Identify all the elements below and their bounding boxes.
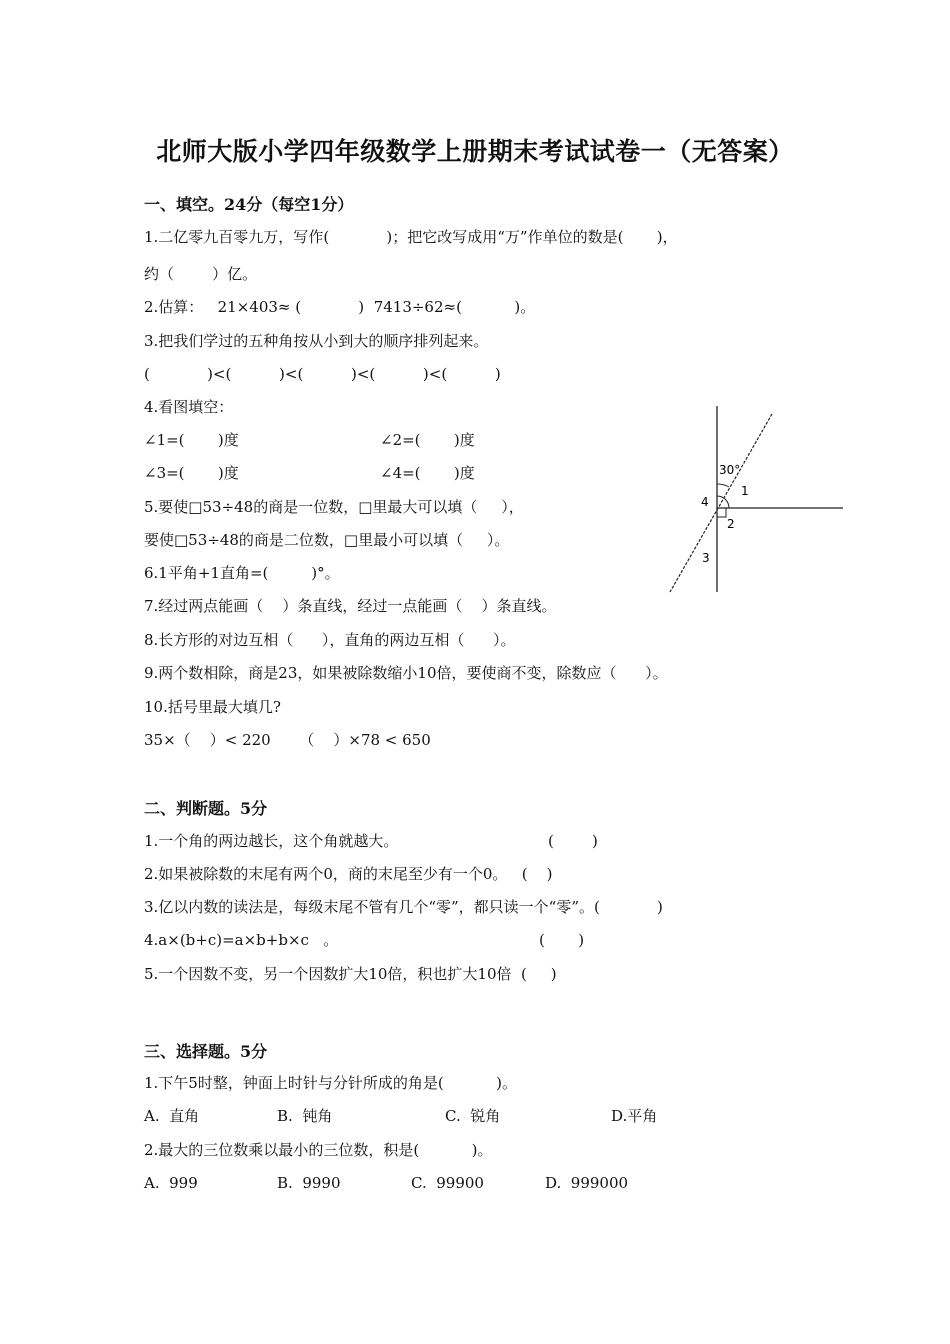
judge-question-4-answer: ( ) [539, 931, 585, 949]
page-title: 北师大版小学四年级数学上册期末考试试卷一（无答案） [156, 137, 794, 166]
label-angle-4: 4 [701, 495, 709, 509]
angle-arc-30 [717, 484, 729, 487]
question-1-9: 9.两个数相除，商是23，如果被除数缩小10倍，要使商不变，除数应（ ）。 [144, 664, 668, 682]
section-3-heading: 三、选择题。5分 [144, 1042, 268, 1061]
question-1-4: 4.看图填空： [144, 398, 234, 416]
question-1-7: 7.经过两点能画（ ）条直线，经过一点能画（ ）条直线。 [144, 597, 557, 615]
angle-2-blank: ∠2=( )度 [380, 431, 475, 449]
judge-question-3: 3.亿以内数的读法是，每级末尾不管有几个“零”，都只读一个“零”。( ) [144, 898, 663, 916]
angle-3-blank: ∠3=( )度 [144, 464, 239, 482]
question-1-1-line-a: 1.二亿零九百零九万，写作( )；把它改写成用“万”作单位的数是( )， [144, 228, 678, 246]
choice-2-option-d: D. 999000 [545, 1174, 629, 1192]
judge-question-5: 5.一个因数不变，另一个因数扩大10倍，积也扩大10倍 ( ) [144, 965, 557, 983]
angle-figure [660, 400, 850, 600]
choice-2-option-a: A. 999 [144, 1174, 198, 1192]
label-angle-2: 2 [727, 517, 735, 531]
slanted-line [670, 414, 772, 592]
judge-question-2: 2.如果被除数的末尾有两个0，商的末尾至少有一个0。 ( ) [144, 865, 553, 883]
question-1-5-line-a: 5.要使□53÷48的商是一位数，□里最大可以填（ ）， [144, 498, 524, 516]
choice-2-option-c: C. 99900 [411, 1174, 484, 1192]
choice-question-2: 2.最大的三位数乘以最小的三位数，积是( )。 [144, 1141, 493, 1159]
choice-1-option-b: B. 钝角 [277, 1107, 333, 1125]
question-1-3-line-a: 3.把我们学过的五种角按从小到大的顺序排列起来。 [144, 332, 489, 350]
question-1-1-line-b: 约（ ）亿。 [144, 265, 258, 283]
angle-4-blank: ∠4=( )度 [380, 464, 475, 482]
question-1-3-line-b: ( )<( )<( )<( )<( ) [144, 365, 501, 383]
label-angle-3: 3 [702, 551, 710, 565]
choice-1-option-a: A. 直角 [144, 1107, 200, 1125]
right-angle-mark [717, 508, 726, 517]
section-2-heading: 二、判断题。5分 [144, 799, 268, 818]
question-1-10-line-b: 35×（ ）< 220 （ ）×78 < 650 [144, 731, 431, 749]
angle-1-blank: ∠1=( )度 [144, 431, 239, 449]
question-1-2: 2.估算： 21×403≈ ( ) 7413÷62≈( )。 [144, 298, 536, 316]
choice-question-1: 1.下午5时整，钟面上时针与分针所成的角是( )。 [144, 1074, 518, 1092]
label-30-degree: 30° [719, 463, 741, 477]
section-1-heading: 一、填空。24分（每空1分） [144, 195, 354, 214]
label-angle-1: 1 [741, 484, 749, 498]
question-1-5-line-b: 要使□53÷48的商是二位数，□里最小可以填（ ）。 [144, 531, 510, 549]
choice-2-option-b: B. 9990 [277, 1174, 341, 1192]
judge-question-4: 4.a×(b+c)=a×b+b×c 。 [144, 931, 339, 949]
judge-question-1: 1.一个角的两边越长，这个角就越大。 [144, 832, 399, 850]
question-1-10-line-a: 10.括号里最大填几? [144, 698, 281, 716]
judge-question-1-answer: ( ) [548, 832, 598, 850]
choice-1-option-c: C. 锐角 [445, 1107, 501, 1125]
choice-1-option-d: D.平角 [611, 1107, 658, 1125]
question-1-8: 8.长方形的对边互相（ ），直角的两边互相（ ）。 [144, 631, 516, 649]
question-1-6: 6.1平角+1直角=( )°。 [144, 564, 340, 582]
